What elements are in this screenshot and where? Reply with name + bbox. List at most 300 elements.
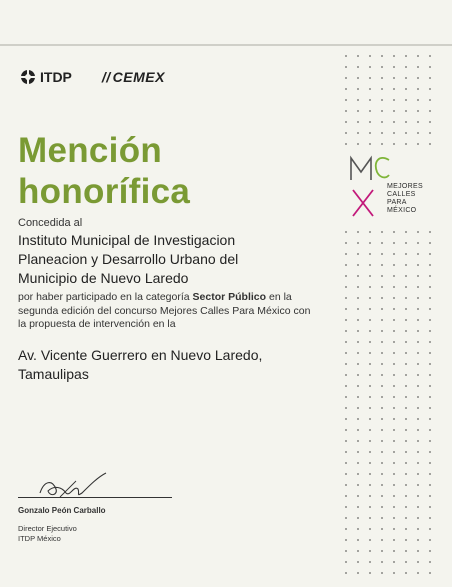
pattern-dot: [393, 550, 395, 552]
pattern-dot: [345, 286, 347, 288]
pattern-dot: [429, 286, 431, 288]
pattern-dot: [369, 308, 371, 310]
pattern-dot: [429, 66, 431, 68]
pattern-dot: [357, 253, 359, 255]
pattern-dot: [405, 407, 407, 409]
signer-role: [18, 524, 77, 544]
pattern-dot: [369, 110, 371, 112]
pattern-dot: [429, 132, 431, 134]
pattern-dot: [369, 484, 371, 486]
pattern-dot: [357, 484, 359, 486]
pattern-dot: [417, 242, 419, 244]
pattern-dot: [357, 55, 359, 57]
mcx-line-1: MEJORES: [387, 183, 423, 190]
pattern-dot: [405, 132, 407, 134]
pattern-dot: [381, 506, 383, 508]
pattern-dot: [429, 341, 431, 343]
pattern-dot: [429, 143, 431, 145]
pattern-dot: [381, 462, 383, 464]
granted-label: Concedida al: [18, 217, 83, 229]
cemex-slashes-icon: //: [101, 69, 111, 85]
pattern-dot: [345, 297, 347, 299]
pattern-dot: [381, 396, 383, 398]
pattern-dot: [345, 374, 347, 376]
pattern-dot: [369, 319, 371, 321]
pattern-dot: [393, 55, 395, 57]
pattern-dot: [357, 374, 359, 376]
pattern-dot: [357, 121, 359, 123]
pattern-dot: [345, 99, 347, 101]
pattern-dot: [369, 121, 371, 123]
pattern-dot: [417, 517, 419, 519]
pattern-dot: [405, 495, 407, 497]
pattern-dot: [381, 264, 383, 266]
pattern-dot: [393, 242, 395, 244]
pattern-dot: [429, 319, 431, 321]
mcx-line-3: PARA: [387, 199, 407, 206]
proposal-line-2: Tamaulipas: [18, 366, 89, 382]
pattern-dot: [417, 132, 419, 134]
pattern-dot: [357, 506, 359, 508]
pattern-dot: [393, 341, 395, 343]
pattern-dot: [357, 308, 359, 310]
pattern-dot: [393, 572, 395, 574]
pattern-dot: [369, 264, 371, 266]
pattern-dot: [357, 517, 359, 519]
pattern-dot: [357, 462, 359, 464]
pattern-dot: [345, 110, 347, 112]
pattern-dot: [405, 253, 407, 255]
pattern-dot: [393, 143, 395, 145]
pattern-dot: [357, 495, 359, 497]
pattern-dot: [357, 385, 359, 387]
pattern-dot: [357, 451, 359, 453]
proposal-line-1: Av. Vicente Guerrero en Nuevo Laredo,: [18, 347, 263, 363]
pattern-dot: [357, 550, 359, 552]
pattern-dot: [417, 506, 419, 508]
pattern-dot: [405, 385, 407, 387]
pattern-dot: [357, 396, 359, 398]
pattern-dot: [393, 132, 395, 134]
title-line-2: honorífica: [18, 172, 191, 211]
pattern-dot: [357, 77, 359, 79]
pattern-dot: [345, 242, 347, 244]
pattern-dot: [405, 572, 407, 574]
pattern-dot: [345, 572, 347, 574]
pattern-dot: [357, 99, 359, 101]
pattern-dot: [357, 143, 359, 145]
pattern-dot: [405, 88, 407, 90]
award-description: [18, 291, 318, 332]
pattern-dot: [381, 363, 383, 365]
pattern-dot: [345, 88, 347, 90]
pattern-dot: [345, 473, 347, 475]
pattern-dot: [417, 484, 419, 486]
title-line-1: Mención: [18, 131, 163, 170]
pattern-dot: [429, 451, 431, 453]
pattern-dot: [357, 561, 359, 563]
pattern-dot: [345, 451, 347, 453]
pattern-dot: [417, 561, 419, 563]
signer-role-line-1: Director Ejecutivo: [18, 524, 77, 533]
institution-line-3: Municipio de Nuevo Laredo: [18, 270, 189, 286]
pattern-dot: [429, 77, 431, 79]
sponsor-logos: [20, 69, 165, 85]
pattern-dot: [417, 418, 419, 420]
pattern-dot: [405, 352, 407, 354]
pattern-dot: [381, 275, 383, 277]
pattern-dot: [417, 253, 419, 255]
itdp-logo: [20, 69, 72, 85]
pattern-dot: [369, 572, 371, 574]
pattern-dot: [369, 297, 371, 299]
pattern-dot: [381, 132, 383, 134]
pattern-dot: [417, 330, 419, 332]
pattern-dot: [381, 429, 383, 431]
pattern-dot: [345, 275, 347, 277]
pattern-dot: [381, 66, 383, 68]
pattern-dot: [429, 242, 431, 244]
pattern-dot: [429, 121, 431, 123]
pattern-dot: [357, 319, 359, 321]
pattern-dot: [345, 462, 347, 464]
pattern-dot: [381, 231, 383, 233]
pattern-dot: [357, 66, 359, 68]
pattern-dot: [369, 55, 371, 57]
pattern-dot: [417, 275, 419, 277]
pattern-dot: [393, 429, 395, 431]
pattern-dot: [357, 132, 359, 134]
pattern-dot: [405, 429, 407, 431]
pattern-dot: [357, 330, 359, 332]
pattern-dot: [393, 462, 395, 464]
award-category: Sector Público: [192, 291, 267, 303]
pattern-dot: [405, 275, 407, 277]
pattern-dot: [381, 55, 383, 57]
mcx-logo: [343, 152, 439, 224]
pattern-dot: [381, 242, 383, 244]
pattern-dot: [417, 341, 419, 343]
pattern-dot: [369, 451, 371, 453]
pattern-dot: [381, 253, 383, 255]
pattern-dot: [429, 550, 431, 552]
pattern-dot: [345, 352, 347, 354]
mcx-wordmark: [387, 183, 423, 215]
pattern-dot: [381, 297, 383, 299]
pattern-dot: [393, 517, 395, 519]
pattern-dot: [369, 253, 371, 255]
mcx-line-4: MÉXICO: [387, 207, 417, 214]
pattern-dot: [369, 550, 371, 552]
pattern-dot: [429, 352, 431, 354]
pattern-dot: [369, 517, 371, 519]
pattern-dot: [393, 77, 395, 79]
pattern-dot: [393, 231, 395, 233]
pattern-dot: [369, 352, 371, 354]
pattern-dot: [381, 418, 383, 420]
pattern-dot: [405, 462, 407, 464]
pattern-dot: [345, 418, 347, 420]
pattern-dot: [417, 528, 419, 530]
pattern-dot: [357, 429, 359, 431]
pattern-dot: [393, 451, 395, 453]
pattern-dot: [429, 88, 431, 90]
pattern-dot: [369, 286, 371, 288]
pattern-dot: [369, 231, 371, 233]
pattern-dot: [393, 561, 395, 563]
pattern-dot: [393, 275, 395, 277]
pattern-dot: [393, 253, 395, 255]
pattern-dot: [417, 429, 419, 431]
institution-name: [18, 231, 318, 288]
pattern-dot: [393, 407, 395, 409]
pattern-dot: [405, 418, 407, 420]
pattern-dot: [381, 88, 383, 90]
pattern-dot: [393, 286, 395, 288]
pattern-dot: [405, 484, 407, 486]
pattern-dot: [369, 374, 371, 376]
pattern-dot: [369, 99, 371, 101]
pattern-dot: [345, 308, 347, 310]
pattern-dot: [345, 132, 347, 134]
pattern-dot: [381, 407, 383, 409]
pattern-dot: [345, 495, 347, 497]
pattern-dot: [405, 550, 407, 552]
pattern-dot: [381, 308, 383, 310]
pattern-dot: [393, 308, 395, 310]
pattern-dot: [405, 451, 407, 453]
proposal-title: [18, 346, 318, 384]
pattern-dot: [405, 528, 407, 530]
pattern-dot: [369, 363, 371, 365]
signer-name: Gonzalo Peón Carballo: [18, 506, 106, 515]
pattern-dot: [381, 352, 383, 354]
pattern-dot: [345, 121, 347, 123]
cemex-wordmark: CEMEX: [112, 69, 165, 85]
pattern-dot: [393, 374, 395, 376]
pattern-dot: [429, 253, 431, 255]
pattern-dot: [405, 55, 407, 57]
pattern-dot: [345, 330, 347, 332]
pattern-dot: [381, 143, 383, 145]
pattern-dot: [417, 385, 419, 387]
pattern-dot: [417, 286, 419, 288]
pattern-dot: [369, 88, 371, 90]
pattern-dot: [381, 374, 383, 376]
pattern-dot: [381, 572, 383, 574]
pattern-dot: [429, 99, 431, 101]
pattern-dot: [345, 253, 347, 255]
pattern-dot: [357, 110, 359, 112]
pattern-dot: [393, 385, 395, 387]
pattern-dot: [357, 286, 359, 288]
mcx-line-2: CALLES: [387, 191, 416, 198]
pattern-dot: [405, 517, 407, 519]
pattern-dot: [417, 77, 419, 79]
pattern-dot: [417, 297, 419, 299]
pattern-dot: [417, 143, 419, 145]
pattern-dot: [369, 528, 371, 530]
pattern-dot: [393, 418, 395, 420]
pattern-dot: [417, 550, 419, 552]
pattern-dot: [357, 297, 359, 299]
institution-line-1: Instituto Municipal de Investigacion: [18, 232, 236, 248]
pattern-dot: [345, 440, 347, 442]
pattern-dot: [369, 385, 371, 387]
pattern-dot: [381, 484, 383, 486]
pattern-dot: [345, 550, 347, 552]
pattern-dot: [369, 495, 371, 497]
itdp-emblem-icon: [20, 69, 36, 85]
pattern-dot: [429, 506, 431, 508]
pattern-dot: [429, 297, 431, 299]
pattern-dot: [357, 352, 359, 354]
pattern-dot: [429, 495, 431, 497]
description-part-2: en la segunda edición del concurso Mejores Calles Para México con la propuesta de intervención en la: [18, 291, 311, 330]
top-rule: [0, 44, 452, 46]
pattern-dot: [417, 352, 419, 354]
pattern-dot: [369, 561, 371, 563]
pattern-dot: [417, 99, 419, 101]
pattern-dot: [393, 363, 395, 365]
pattern-dot: [405, 374, 407, 376]
pattern-dot: [381, 440, 383, 442]
pattern-dot: [393, 352, 395, 354]
pattern-dot: [381, 385, 383, 387]
pattern-dot: [429, 418, 431, 420]
pattern-dot: [357, 264, 359, 266]
pattern-dot: [417, 308, 419, 310]
pattern-dot: [393, 297, 395, 299]
pattern-dot: [369, 77, 371, 79]
pattern-dot: [357, 88, 359, 90]
pattern-dot: [381, 550, 383, 552]
pattern-dot: [429, 231, 431, 233]
signature-line: [18, 497, 172, 498]
pattern-dot: [417, 231, 419, 233]
pattern-dot: [405, 341, 407, 343]
pattern-dot: [429, 440, 431, 442]
pattern-dot: [345, 561, 347, 563]
pattern-dot: [405, 286, 407, 288]
pattern-dot: [417, 264, 419, 266]
pattern-dot: [381, 330, 383, 332]
pattern-dot: [393, 88, 395, 90]
pattern-dot: [417, 539, 419, 541]
pattern-dot: [405, 264, 407, 266]
pattern-dot: [393, 99, 395, 101]
pattern-dot: [393, 495, 395, 497]
institution-line-2: Planeacion y Desarrollo Urbano del: [18, 251, 239, 267]
dot-pattern: [340, 50, 440, 582]
pattern-dot: [381, 77, 383, 79]
pattern-dot: [345, 143, 347, 145]
pattern-dot: [405, 363, 407, 365]
pattern-dot: [429, 407, 431, 409]
pattern-dot: [417, 319, 419, 321]
pattern-dot: [417, 462, 419, 464]
pattern-dot: [393, 528, 395, 530]
pattern-dot: [357, 528, 359, 530]
pattern-dot: [405, 77, 407, 79]
pattern-dot: [381, 473, 383, 475]
pattern-dot: [429, 473, 431, 475]
pattern-dot: [369, 132, 371, 134]
pattern-dot: [369, 66, 371, 68]
pattern-dot: [405, 506, 407, 508]
pattern-dot: [393, 110, 395, 112]
pattern-dot: [429, 462, 431, 464]
pattern-dot: [429, 308, 431, 310]
pattern-dot: [393, 319, 395, 321]
pattern-dot: [405, 473, 407, 475]
pattern-dot: [381, 99, 383, 101]
pattern-dot: [429, 517, 431, 519]
pattern-dot: [369, 440, 371, 442]
pattern-dot: [357, 275, 359, 277]
pattern-dot: [417, 374, 419, 376]
pattern-dot: [393, 264, 395, 266]
pattern-dot: [369, 473, 371, 475]
pattern-dot: [417, 407, 419, 409]
pattern-dot: [429, 572, 431, 574]
pattern-dot: [357, 407, 359, 409]
pattern-dot: [405, 231, 407, 233]
pattern-dot: [429, 528, 431, 530]
pattern-dot: [381, 319, 383, 321]
pattern-dot: [345, 231, 347, 233]
pattern-dot: [429, 396, 431, 398]
pattern-dot: [381, 451, 383, 453]
pattern-dot: [429, 110, 431, 112]
pattern-dot: [345, 319, 347, 321]
pattern-dot: [417, 110, 419, 112]
pattern-dot: [405, 99, 407, 101]
pattern-dot: [393, 539, 395, 541]
pattern-dot: [345, 517, 347, 519]
pattern-dot: [417, 440, 419, 442]
pattern-dot: [405, 319, 407, 321]
pattern-dot: [429, 484, 431, 486]
pattern-dot: [417, 88, 419, 90]
pattern-dot: [369, 407, 371, 409]
pattern-dot: [357, 539, 359, 541]
pattern-dot: [369, 506, 371, 508]
pattern-dot: [345, 264, 347, 266]
pattern-dot: [345, 484, 347, 486]
pattern-dot: [357, 572, 359, 574]
pattern-dot: [345, 66, 347, 68]
pattern-dot: [429, 561, 431, 563]
pattern-dot: [393, 396, 395, 398]
pattern-dot: [405, 242, 407, 244]
pattern-dot: [369, 242, 371, 244]
pattern-dot: [369, 330, 371, 332]
description-part-1: por haber participado en la categoría: [18, 291, 193, 303]
pattern-dot: [357, 231, 359, 233]
pattern-dot: [405, 308, 407, 310]
pattern-dot: [345, 77, 347, 79]
pattern-dot: [417, 363, 419, 365]
pattern-dot: [393, 473, 395, 475]
pattern-dot: [405, 440, 407, 442]
pattern-dot: [381, 495, 383, 497]
pattern-dot: [369, 275, 371, 277]
pattern-dot: [405, 66, 407, 68]
pattern-dot: [369, 396, 371, 398]
pattern-dot: [393, 484, 395, 486]
pattern-dot: [345, 539, 347, 541]
